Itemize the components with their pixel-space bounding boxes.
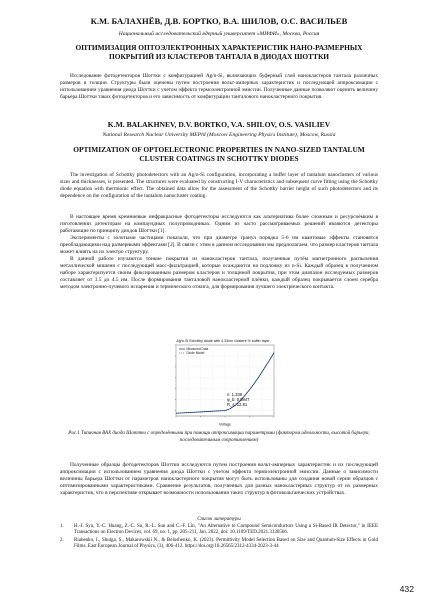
iv-chart-svg — [163, 336, 279, 427]
affiliation-en: National Research Nuclear University MEPhI (Moscow Engineering Physics Institute), Moscow, Russia — [102, 132, 336, 138]
authors-ru: К.М. БАЛАХНЁВ, Д.В. БОРТКО, В.А. ШИЛОВ, О.С. ВАСИЛЬЕВ — [90, 16, 348, 26]
figure-caption: Рис.1 Типичная ВАХ диода Шоттки с определёнными при помощи аппроксимации параметрами (фактором идеальности, высотой барьера, последовательным сопротивлением) — [68, 431, 370, 443]
title-ru: ОПТИМИЗАЦИЯ ОПТОЭЛЕКТРОННЫХ ХАРАКТЕРИСТИК НАНО-РАЗМЕРНЫХ ПОКРЫТИЙ ИЗ КЛАСТЕРОВ ТАНТАЛА В ДИОДАХ ШОТТКИ — [75, 43, 363, 61]
authors-en: K.M. BALAKHNEV, D.V. BORTKO, V.A. SHILOV, O.S. VASILIEV — [107, 120, 331, 129]
annotation-ideality: n: 1.339 — [227, 392, 243, 397]
abstract-ru: Исследование фотодетекторов Шоттки с конфигурацией Ag/n-Si, включающих буферный слой нанокластеров тантала различных размеров и толщин. Структуры были оценены путем построения вольт-амперных характеристик и последующей аппроксимации с использованием уравнения диода Шоттки с учетом эффекта термоэлектронной эмиссии. Полученные данные позволяют оценить величину барьера Шоттки таких фотодетекторов и его зависимость от конфигурации танталового нанокластерного покрытия. — [60, 73, 378, 100]
x-axis-label: Voltage — [219, 422, 231, 427]
reference-number: 2. — [60, 537, 64, 543]
references-list — [60, 524, 378, 551]
body-paragraph: В данной работе изучаются тонкие покрытия из нанокластеров тантала, полученные путём магнетронного распыления металлической мишени с последующей масс-фильтрацией, которые осаждаются на подложку из n-Si. Каждый образец в полученном наборе характеризуется своим фиксированным размером кластеров и толщиной покрытия, при этом диапазон исследуемых размеров составляет от 1.5 до 4.5 нм. После формирования танталовой нанокластерной плёнки, каждый образец покрывается слоем серебра методом электронно-лучевого испарения и термического отжига, для формирования лучшего электрического контакта. — [60, 256, 378, 290]
legend-label-model: Diode Model — [186, 351, 205, 356]
references-heading: Список литературы — [197, 517, 241, 522]
annotation-resistance: R_s: 12.81 — [227, 402, 248, 407]
body-text — [60, 214, 378, 291]
reference-item — [60, 538, 378, 551]
title-en: OPTIMIZATION OF OPTOELECTRONIC PROPERTIES IN NANO-SIZED TANTALUM CLUSTER COATINGS IN SCHOTTKY DIODES — [73, 145, 365, 163]
legend-label-measured: Measured Data — [186, 347, 209, 352]
reference-text: H.-J. Syu, Y.-C. Huang, Z.-C. Su, R.-L. Sun and C.-F. Lin, "An Alternative to Compound Semiconductors Using a Si-Based IR Detector," in IEEE Transactions on Electron Devices, vol. 69, no. 1, pp. 205-211, Jan. 2022, doi: 10.1109/TED.2021.3130566. — [74, 524, 378, 536]
reference-item — [60, 524, 378, 537]
body-paragraph: Эксперименты с золотыми частицами показали, что при диаметре гранул порядка 5-6 нм квантовые эффекты становятся преобладающими над размерными эффектами [2]. В связи с этим в данном исследовании мы предполагаем, что размер кластеров тантала может влиять на их электро структуру. — [60, 235, 378, 255]
reference-text: Riabenko, I., Shulga, S., Makarowskii N., & Beloshenko, K. (2023). Permittivity Model Selection Based on Size and Quantum-Size Effects in Gold Films. East European Journal of Physics, (3), 406-412. https://doi.org/10.26565/2312-4334-2023-3-44 — [74, 537, 378, 549]
figure-iv-chart — [163, 336, 279, 427]
page-number: 432 — [399, 584, 414, 594]
annotation-barrier: φ_b: 0.5947 — [227, 397, 250, 402]
body-closing-paragraph: Полученные образцы фотодетекторов Шоттки исследуются путем построения вольт-амперных характеристик и их последующей аппроксимации с использованием уравнения диода Шоттки с учетом эффекта термоэлектронной эмиссии. Данные о зависимости величины барьера Шоттки от параметров нанокластерного покрытия могут быть использованы для создания новой серии образцов с оптимизированными характеристиками. Сравнение результатов, полученных для разных нанокластерных структур от их размерных характеристик, что в перспективе открывает возможности использования таких структур в фотовольтаических устройствах. — [60, 462, 378, 496]
body-paragraph: В настоящее время кремниевые инфракрасные фотодетекторы исследуются как альтернатива более сложным и ресурсоёмким в изготовлении детекторам на компаундных полупроводниках. Одним из часто рассматриваемых решений являются детекторы работающие по принципу диодов Шоттки [1]. — [60, 214, 378, 234]
chart-title: Ag/n-Si Schottky diode with 4.33nm clusters % buffer layer — [176, 339, 270, 343]
abstract-en: The investigation of Schottky photodetectors with an Ag/n-Si configuration, incorporating a buffer layer of tantalum nanoclusters of various sizes and thicknesses, is presented. The structures were evaluated by constructing I-V characteristics and subsequent curve fitting using the Schottky diode equation with thermionic effect. The obtained data allow for the assessment of the Schottky barrier height of such photodetectors and its dependence on the configuration of the tantalum nanocluster coating. — [60, 172, 378, 199]
affiliation-ru: Национальный исследовательский ядерный университет «МИФИ», Москва, Россия — [118, 31, 320, 37]
reference-number: 1. — [60, 524, 64, 529]
